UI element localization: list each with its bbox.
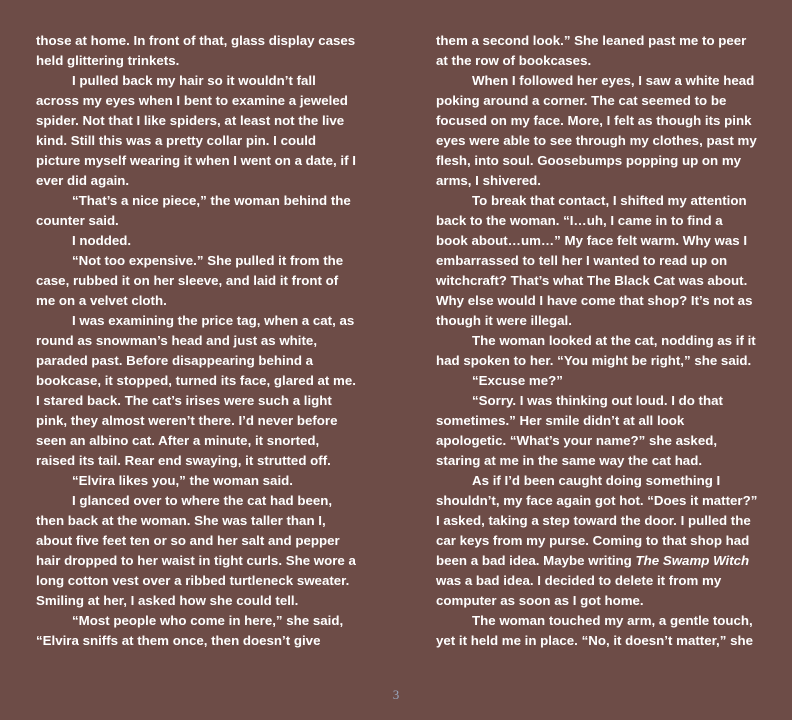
book-title-italic: The Swamp Witch (635, 553, 750, 568)
paragraph: “Most people who come in here,” she said, “Elvira sniffs at them once, then doesn’t give (36, 613, 344, 648)
paragraph-text: was a bad idea. I decided to delete it from my computer as soon as I got home. (436, 573, 722, 608)
paragraph: The woman looked at the cat, nodding as if it had spoken to her. “You might be right,” she said. (436, 333, 756, 368)
paragraph: “Not too expensive.” She pulled it from the case, rubbed it on her sleeve, and laid it front of me on a velvet cloth. (36, 253, 344, 308)
paragraph: those at home. In front of that, glass display cases held glittering trinkets. (36, 33, 356, 68)
paragraph: “Sorry. I was thinking out loud. I do that sometimes.” Her smile didn’t at all look apologetic. “What’s your name?” she asked, staring at me in the same way the cat had. (436, 393, 723, 468)
paragraph: “That’s a nice piece,” the woman behind the counter said. (36, 193, 351, 228)
paragraph: them a second look.” She leaned past me to peer at the row of bookcases. (436, 33, 747, 68)
paragraph: To break that contact, I shifted my attention back to the woman. “I…uh, I came in to find a book about…um…” My face felt warm. Why was I embarrassed to tell her I wanted to read up on witchcraft? That’s what The Black Cat was about. Why else would I have come that shop? It’s not as though it were illegal. (436, 193, 753, 328)
paragraph: The woman touched my arm, a gentle touch, yet it held me in place. “No, it doesn’t matter,” she (436, 613, 753, 648)
page-number: 3 (392, 687, 400, 702)
paragraph: When I followed her eyes, I saw a white head poking around a corner. The cat seemed to be focused on my face. More, I felt as though its pink eyes were able to see through my clothes, past my flesh, into soul. Goosebumps popping up on my arms, I shivered. (436, 73, 757, 188)
paragraph: I glanced over to where the cat had been, then back at the woman. She was taller than I, about five feet ten or so and her salt and pepper hair dropped to her waist in tight curls. She wore a long cotton vest over a ribbed turtleneck sweater. Smiling at her, I asked how she could tell. (36, 493, 356, 608)
paragraph: “Elvira likes you,” the woman said. (72, 473, 293, 488)
paragraph: “Excuse me?” (472, 373, 563, 388)
right-text-column (436, 31, 758, 651)
paragraph: I pulled back my hair so it wouldn’t fall across my eyes when I bent to examine a jeweled spider. Not that I like spiders, at least not the live kind. Still this was a pretty collar pin. I could picture myself wearing it when I went on a date, if I ever did again. (36, 73, 356, 188)
paragraph: I nodded. (72, 233, 132, 248)
paragraph: I was examining the price tag, when a cat, as round as snowman’s head and just as white, paraded past. Before disappearing behind a bookcase, it stopped, turned its face, glared at me. I stared back. The cat’s irises were such a light pink, they almost weren’t there. I’d never before seen an albino cat. After a minute, it snorted, raised its tail. Rear end swaying, it strutted off. (36, 313, 356, 468)
paragraph (436, 471, 758, 611)
paragraph-text: As if I’d been caught doing something I shouldn’t, my face again got hot. “Does it matter?” I asked, taking a step toward the door. I pulled the car keys from my purse. Coming to that shop had been a bad idea. Maybe writing (436, 473, 758, 568)
left-text-column (36, 31, 358, 651)
